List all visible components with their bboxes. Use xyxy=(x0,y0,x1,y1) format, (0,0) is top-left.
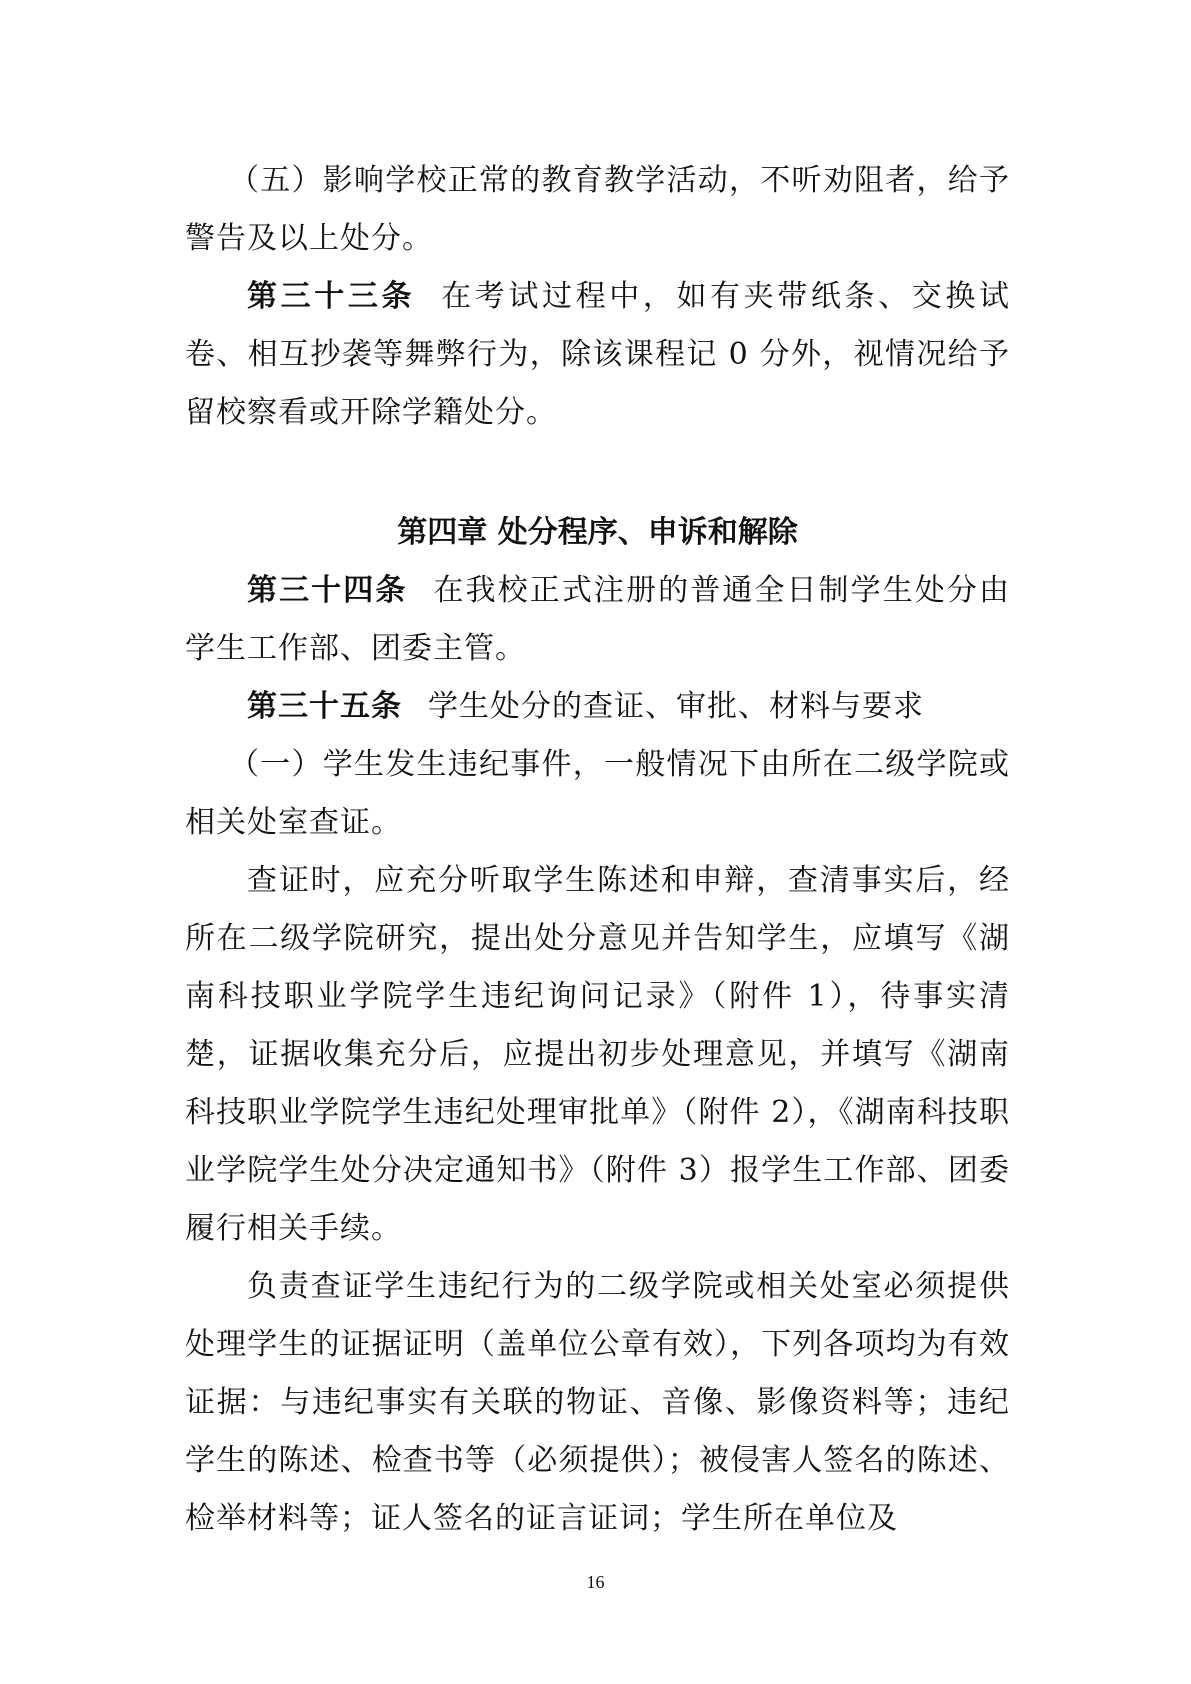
article-33 xyxy=(185,268,1010,442)
paragraph-evidence: 负责查证学生违纪行为的二级学院或相关处室必须提供处理学生的证据证明（盖单位公章有效），下列各项均为有效证据：与违纪事实有关联的物证、音像、影像资料等；违纪学生的陈述、检查书等（必须提供）；被侵害人签名的陈述、检举材料等；证人签名的证言证词；学生所在单位及 xyxy=(185,1269,1010,1536)
paragraph-item-5: （五）影响学校正常的教育教学活动，不听劝阻者，给予警告及以上处分。 xyxy=(185,163,1010,256)
article-34-label: 第三十四条 xyxy=(247,573,408,608)
article-35-label: 第三十五条 xyxy=(247,689,402,724)
paragraph-verification: 查证时，应充分听取学生陈述和申辩，查清事实后，经所在二级学院研究，提出处分意见并告知学生，应填写《湖南科技职业学院学生违纪询问记录》（附件 1），待事实清楚，证据收集充分后，应提出初步处理意见，并填写《湖南科技职业学院学生违纪处理审批单》（附件 2），《湖南科技职业学院学生处分决定通知书》（附件 3）报学生工作部、团委履行相关手续。 xyxy=(185,863,1010,1246)
article-35-text: 学生处分的查证、审批、材料与要求 xyxy=(428,689,924,724)
article-34 xyxy=(185,562,1010,678)
page-content xyxy=(185,152,1010,1548)
chapter-title: 第四章 处分程序、申诉和解除 xyxy=(397,515,798,550)
paragraph-item-1: （一）学生发生违纪事件，一般情况下由所在二级学院或相关处室查证。 xyxy=(185,747,1010,840)
article-33-text: 在考试过程中，如有夹带纸条、交换试卷、相互抄袭等舞弊行为，除该课程记 0 分外，视情况给予留校察看或开除学籍处分。 xyxy=(185,279,1011,430)
article-35 xyxy=(185,678,1010,736)
page-number: 16 xyxy=(586,1572,605,1592)
article-34-text: 在我校正式注册的普通全日制学生处分由学生工作部、团委主管。 xyxy=(185,573,1011,666)
article-33-label: 第三十三条 xyxy=(247,279,416,314)
